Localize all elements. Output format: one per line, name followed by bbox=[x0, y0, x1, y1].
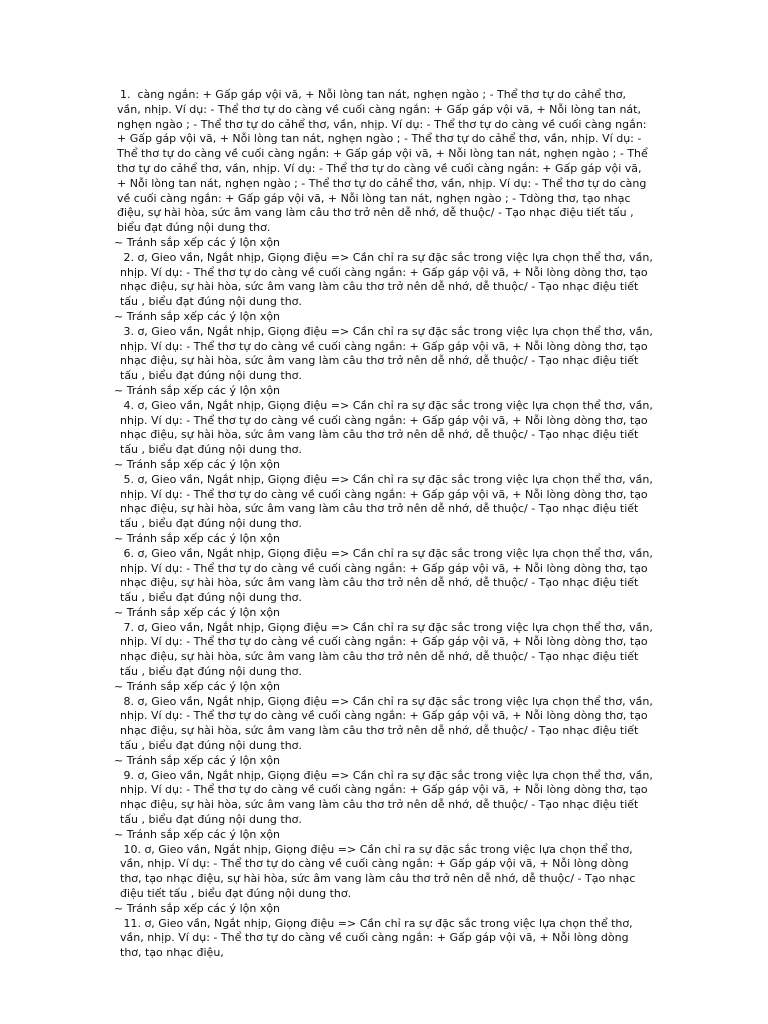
separator-line: ~ Tránh sắp xếp các ý lộn xộn bbox=[114, 753, 281, 767]
separator-line: ~ Tránh sắp xếp các ý lộn xộn bbox=[114, 383, 281, 397]
paragraph-4: 4. ơ, Gieo vần, Ngắt nhịp, Giọng điệu => Cần chỉ ra sự đặc sắc trong việc lựa chọn thể thơ, vần, nhịp. Ví dụ: - Thể thơ tự do càng về cuối càng ngắn: + Gấp gáp vội vã, + Nỗi lòng dòng thơ, tạo nhạc điệu, sự hài hòa, sức âm vang làm câu thơ trở nên dễ nhớ, dễ thuộc/ - Tạo nhạc điệu tiết tấu , biểu đạt đúng nội dung thơ. bbox=[120, 398, 657, 457]
document-body bbox=[114, 88, 657, 961]
separator-line: ~ Tránh sắp xếp các ý lộn xộn bbox=[114, 827, 281, 841]
paragraph-2: 2. ơ, Gieo vần, Ngắt nhịp, Giọng điệu => Cần chỉ ra sự đặc sắc trong việc lựa chọn thể thơ, vần, nhịp. Ví dụ: - Thể thơ tự do càng về cuối càng ngắn: + Gấp gáp vội vã, + Nỗi lòng dòng thơ, tạo nhạc điệu, sự hài hòa, sức âm vang làm câu thơ trở nên dễ nhớ, dễ thuộc/ - Tạo nhạc điệu tiết tấu , biểu đạt đúng nội dung thơ. bbox=[120, 250, 657, 309]
paragraph-11: 11. ơ, Gieo vần, Ngắt nhịp, Giọng điệu => Cần chỉ ra sự đặc sắc trong việc lựa chọn thể thơ, vần, nhịp. Ví dụ: - Thể thơ tự do càng về cuối càng ngắn: + Gấp gáp vội vã, + Nỗi lòng dòng thơ, tạo nhạc điệu, bbox=[120, 916, 637, 960]
paragraph-1 bbox=[117, 88, 653, 236]
paragraph-8: 8. ơ, Gieo vần, Ngắt nhịp, Giọng điệu => Cần chỉ ra sự đặc sắc trong việc lựa chọn thể thơ, vần, nhịp. Ví dụ: - Thể thơ tự do càng về cuối càng ngắn: + Gấp gáp vội vã, + Nỗi lòng dòng thơ, tạo nhạc điệu, sự hài hòa, sức âm vang làm câu thơ trở nên dễ nhớ, dễ thuộc/ - Tạo nhạc điệu tiết tấu , biểu đạt đúng nội dung thơ. bbox=[120, 694, 657, 753]
separator-line: ~ Tránh sắp xếp các ý lộn xộn bbox=[114, 457, 281, 471]
separator-line: ~ Tránh sắp xếp các ý lộn xộn bbox=[114, 235, 281, 249]
paragraph-3: 3. ơ, Gieo vần, Ngắt nhịp, Giọng điệu => Cần chỉ ra sự đặc sắc trong việc lựa chọn thể thơ, vần, nhịp. Ví dụ: - Thể thơ tự do càng về cuối càng ngắn: + Gấp gáp vội vã, + Nỗi lòng dòng thơ, tạo nhạc điệu, sự hài hòa, sức âm vang làm câu thơ trở nên dễ nhớ, dễ thuộc/ - Tạo nhạc điệu tiết tấu , biểu đạt đúng nội dung thơ. bbox=[120, 324, 657, 383]
paragraph-5: 5. ơ, Gieo vần, Ngắt nhịp, Giọng điệu => Cần chỉ ra sự đặc sắc trong việc lựa chọn thể thơ, vần, nhịp. Ví dụ: - Thể thơ tự do càng về cuối càng ngắn: + Gấp gáp vội vã, + Nỗi lòng dòng thơ, tạo nhạc điệu, sự hài hòa, sức âm vang làm câu thơ trở nên dễ nhớ, dễ thuộc/ - Tạo nhạc điệu tiết tấu , biểu đạt đúng nội dung thơ. bbox=[120, 472, 657, 531]
separator-line: ~ Tránh sắp xếp các ý lộn xộn bbox=[114, 605, 281, 619]
paragraph-6: 6. ơ, Gieo vần, Ngắt nhịp, Giọng điệu => Cần chỉ ra sự đặc sắc trong việc lựa chọn thể thơ, vần, nhịp. Ví dụ: - Thể thơ tự do càng về cuối càng ngắn: + Gấp gáp vội vã, + Nỗi lòng dòng thơ, tạo nhạc điệu, sự hài hòa, sức âm vang làm câu thơ trở nên dễ nhớ, dễ thuộc/ - Tạo nhạc điệu tiết tấu , biểu đạt đúng nội dung thơ. bbox=[120, 546, 657, 605]
paragraph-7: 7. ơ, Gieo vần, Ngắt nhịp, Giọng điệu => Cần chỉ ra sự đặc sắc trong việc lựa chọn thể thơ, vần, nhịp. Ví dụ: - Thể thơ tự do càng về cuối càng ngắn: + Gấp gáp vội vã, + Nỗi lòng dòng thơ, tạo nhạc điệu, sự hài hòa, sức âm vang làm câu thơ trở nên dễ nhớ, dễ thuộc/ - Tạo nhạc điệu tiết tấu , biểu đạt đúng nội dung thơ. bbox=[120, 620, 657, 679]
separator-line: ~ Tránh sắp xếp các ý lộn xộn bbox=[114, 679, 281, 693]
paragraph-text: 1. càng ngắn: + Gấp gáp vội vã, + Nỗi lòng tan nát, nghẹn ngào ; - Thể thơ tự do cảhể thơ, vần, nhịp. Ví dụ: - Thể thơ tự do càng về cuối càng ngắn: + Gấp gáp vội vã, + Nỗi lòng tan nát, nghẹn ngào ; - Thể thơ tự do cảhể thơ, vần, nhịp. Ví dụ: - Thể thơ tự do càng về cuối càng ngắn: + Gấp gáp vội vã, + Nỗi lòng tan nát, nghẹn ngào ; - Thể thơ tự do cảhể thơ, vần, nhịp. Ví dụ: - Thể thơ tự do càng về cuối càng ngắn: + Gấp gáp vội vã, + Nỗi lòng tan nát, nghẹn ngào ; - Thể thơ tự do cảhể thơ, vần, nhịp. Ví dụ: - Thể thơ tự do càng về cuối càng ngắn: + Gấp gáp vội vã, + Nỗi lòng tan nát, nghẹn ngào ; - Thể thơ tự do cảhể thơ, vần, nhịp. Ví dụ: - Thể thơ tự do càng về cuối càng ngắn: + Gấp gáp vội vã, + Nỗi lòng tan nát, nghẹn ngào ; - Tdòng thơ, tạo nhạc điệu, sự hài hòa, sức âm vang làm câu thơ trở nên dễ nhớ, dễ thuộc/ - Tạo nhạc điệu tiết tấu , biểu đạt đúng nội dung thơ. bbox=[117, 88, 652, 235]
paragraph-10: 10. ơ, Gieo vần, Ngắt nhịp, Giọng điệu => Cần chỉ ra sự đặc sắc trong việc lựa chọn thể thơ, vần, nhịp. Ví dụ: - Thể thơ tự do càng về cuối càng ngắn: + Gấp gáp vội vã, + Nỗi lòng dòng thơ, tạo nhạc điệu, sự hài hòa, sức âm vang làm câu thơ trở nên dễ nhớ, dễ thuộc/ - Tạo nhạc điệu tiết tấu , biểu đạt đúng nội dung thơ. bbox=[120, 842, 639, 901]
separator-line: ~ Tránh sắp xếp các ý lộn xộn bbox=[114, 309, 281, 323]
separator-line: ~ Tránh sắp xếp các ý lộn xộn bbox=[114, 901, 281, 915]
paragraph-9: 9. ơ, Gieo vần, Ngắt nhịp, Giọng điệu => Cần chỉ ra sự đặc sắc trong việc lựa chọn thể thơ, vần, nhịp. Ví dụ: - Thể thơ tự do càng về cuối càng ngắn: + Gấp gáp vội vã, + Nỗi lòng dòng thơ, tạo nhạc điệu, sự hài hòa, sức âm vang làm câu thơ trở nên dễ nhớ, dễ thuộc/ - Tạo nhạc điệu tiết tấu , biểu đạt đúng nội dung thơ. bbox=[120, 768, 657, 827]
separator-line: ~ Tránh sắp xếp các ý lộn xộn bbox=[114, 531, 281, 545]
